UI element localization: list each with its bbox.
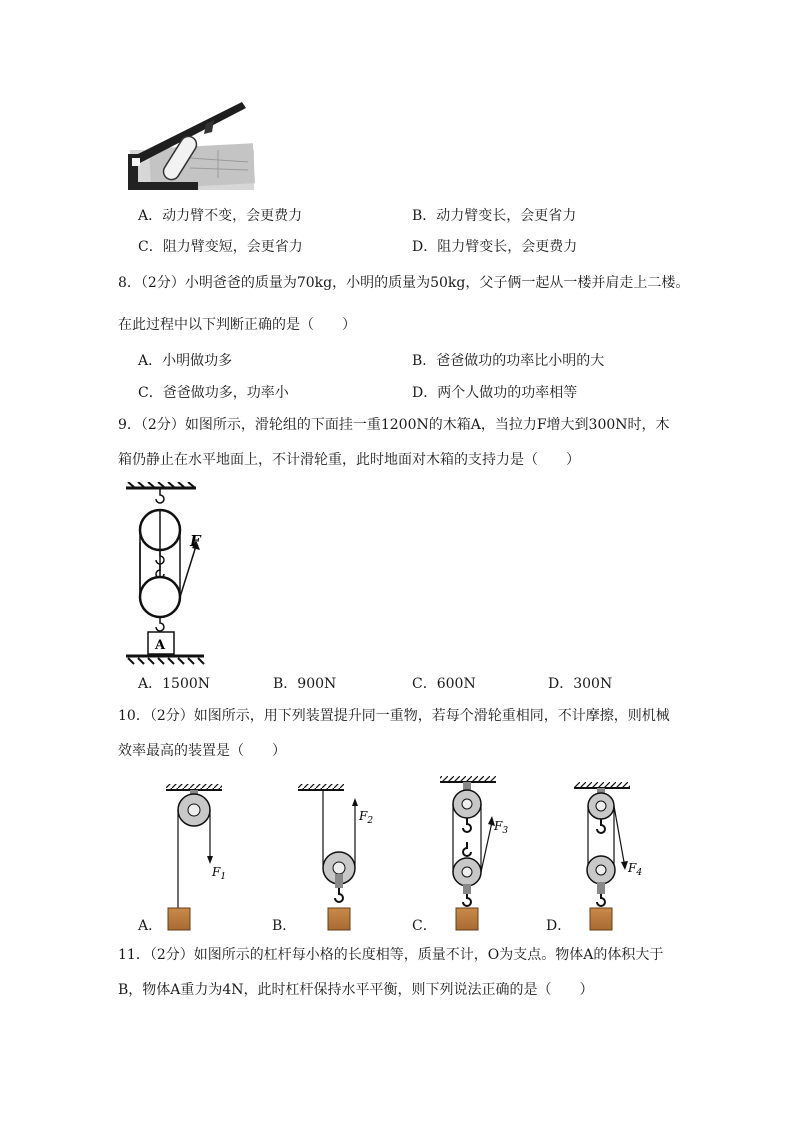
q9-text: 如图所示，滑轮组的下面挂一重1200N的木箱A，当拉力F增大到300N时，木 (184, 417, 670, 433)
q10-force-label-c: $F_3$ (494, 819, 509, 836)
q10-figure-d (574, 782, 642, 930)
q8-option-d[interactable]: D．两个人做功的功率相等 (412, 385, 578, 401)
q10-pulley-figures (130, 776, 650, 936)
q9-option-b[interactable]: B．900N (273, 676, 337, 692)
q9-pulley-figure (118, 482, 210, 670)
q10-stem-line2: 效率最高的装置是（ ） (118, 743, 286, 759)
q11-score: （2分） (149, 947, 194, 963)
q10-number: 10． (118, 708, 150, 724)
q10-force-label-b: $F_2$ (359, 809, 374, 826)
q10-option-a[interactable]: A． (138, 918, 163, 934)
q9-stem-line1 (118, 416, 670, 434)
q9-stem-line2: 箱仍静止在水平地面上，不计滑轮重，此时地面对木箱的支持力是（ ） (118, 452, 580, 468)
q10-option-d[interactable]: D． (546, 918, 572, 934)
q10-text: 如图所示，用下列装置提升同一重物，若每个滑轮重相同，不计摩擦，则机械 (193, 708, 670, 724)
q9-option-c[interactable]: C．600N (412, 676, 476, 692)
q9-box-label: A (155, 638, 166, 653)
q10-option-c[interactable]: C． (412, 918, 437, 934)
q7-option-b[interactable]: B．动力臂变长，会更省力 (412, 208, 577, 224)
q9-option-d[interactable]: D．300N (548, 676, 613, 692)
q9-force-label: F (190, 532, 201, 550)
q8-stem-line1 (118, 274, 689, 292)
q8-number: 8． (118, 275, 141, 291)
q10-figure-b (298, 784, 373, 930)
q7-option-d[interactable]: D．阻力臂变长，会更费力 (412, 239, 578, 255)
q10-option-b[interactable]: B． (272, 918, 297, 934)
q10-score: （2分） (149, 708, 194, 724)
q11-stem-line2: B，物体A重力为4N，此时杠杆保持水平平衡，则下列说法正确的是（ ） (118, 982, 594, 998)
q8-option-a[interactable]: A．小明做功多 (138, 353, 233, 369)
q8-score: （2分） (140, 275, 185, 291)
q10-figure-a (166, 784, 226, 930)
paper-cutter-figure (120, 98, 260, 196)
q9-option-a[interactable]: A．1500N (138, 676, 211, 692)
q7-option-c[interactable]: C．阻力臂变短，会更省力 (138, 239, 303, 255)
q11-number: 11． (118, 947, 150, 963)
q11-stem-line1 (118, 946, 663, 964)
q11-text: 如图所示的杠杆每小格的长度相等，质量不计，O为支点。物体A的体积大于 (193, 947, 664, 963)
q9-number: 9． (118, 417, 141, 433)
q10-force-label-a: $F_1$ (212, 865, 227, 882)
q8-text: 小明爸爸的质量为70kg，小明的质量为50kg，父子俩一起从一楼并肩走上二楼。 (184, 275, 690, 291)
q10-force-label-d: $F_4$ (628, 861, 643, 878)
q7-option-a[interactable]: A．动力臂不变，会更费力 (138, 208, 303, 224)
q8-option-c[interactable]: C．爸爸做功多，功率小 (138, 385, 289, 401)
q9-score: （2分） (140, 417, 185, 433)
q8-stem-line2: 在此过程中以下判断正确的是（ ） (118, 317, 356, 333)
q8-option-b[interactable]: B．爸爸做功的功率比小明的大 (412, 353, 605, 369)
q10-stem-line1 (118, 707, 670, 725)
q10-figure-c (440, 776, 508, 930)
